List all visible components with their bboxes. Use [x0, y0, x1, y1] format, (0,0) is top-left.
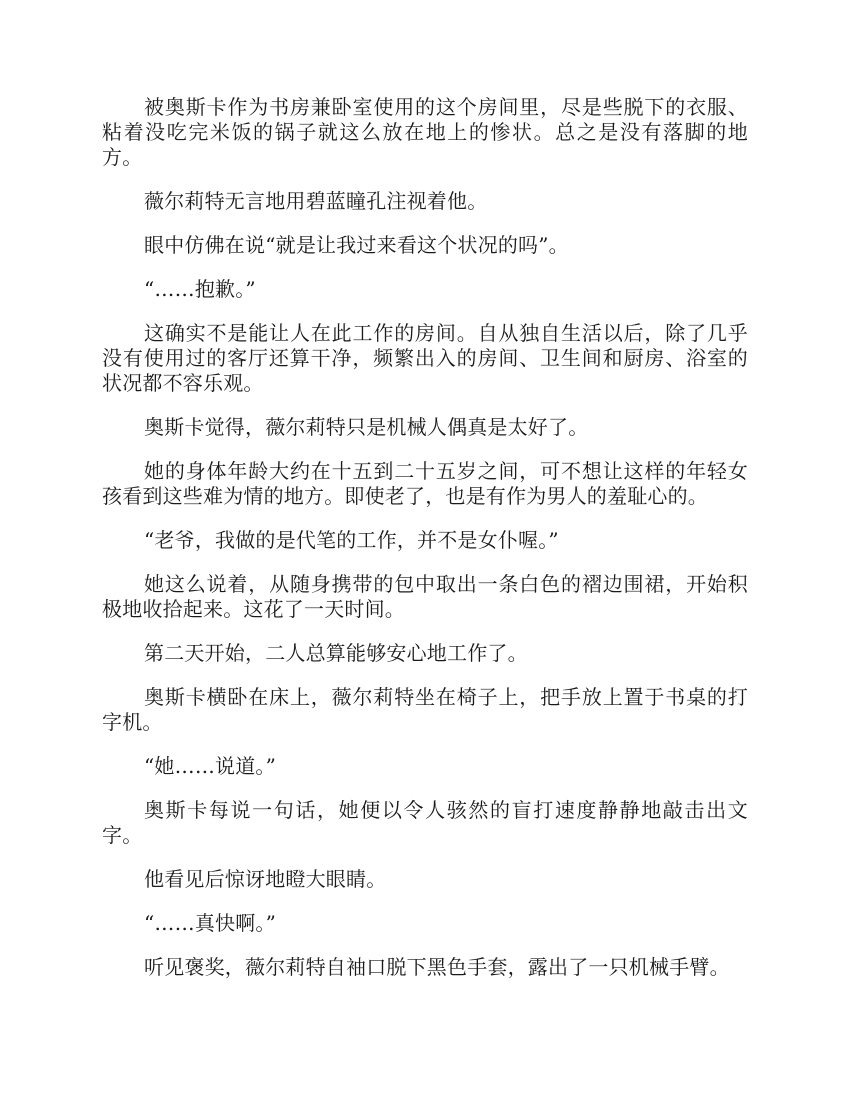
paragraph: 奥斯卡横卧在床上，薇尔莉特坐在椅子上，把手放上置于书桌的打字机。: [102, 685, 748, 734]
paragraph: “……抱歉。”: [144, 277, 256, 301]
paragraph: 眼中仿佛在说“就是让我过来看这个状况的吗”。: [144, 233, 569, 257]
paragraph: “……真快啊。”: [144, 911, 277, 935]
paragraph: 这确实不是能让人在此工作的房间。自从独自生活以后，除了几乎没有使用过的客厅还算干净，频繁出入的房间、卫生间和厨房、浴室的状况都不容乐观。: [102, 321, 748, 395]
paragraph: 被奥斯卡作为书房兼卧室使用的这个房间里，尽是些脱下的衣服、粘着没吃完米饭的锅子就这么放在地上的惨状。总之是没有落脚的地方。: [102, 95, 748, 169]
paragraph: 听见褒奖，薇尔莉特自袖口脱下黑色手套，露出了一只机械手臂。: [144, 955, 730, 979]
paragraph: 奥斯卡每说一句话，她便以令人骇然的盲打速度静静地敲击出文字。: [102, 798, 748, 847]
paragraph: 第二天开始，二人总算能够安心地工作了。: [144, 641, 528, 665]
body-text: [102, 95, 748, 999]
paragraph: “老爷，我做的是代笔的工作，并不是女仆喔。”: [144, 528, 559, 552]
paragraph: “她……说道。”: [144, 754, 277, 778]
paragraph: 她这么说着，从随身携带的包中取出一条白色的褶边围裙，开始积极地收拾起来。这花了一天时间。: [102, 572, 748, 621]
paragraph: 他看见后惊讶地瞪大眼睛。: [144, 867, 387, 891]
paragraph: 薇尔莉特无言地用碧蓝瞳孔注视着他。: [144, 189, 488, 213]
paragraph: 奥斯卡觉得，薇尔莉特只是机械人偶真是太好了。: [144, 415, 589, 439]
paragraph: 她的身体年龄大约在十五到二十五岁之间，可不想让这样的年轻女孩看到这些难为情的地方。即使老了，也是有作为男人的羞耻心的。: [102, 459, 748, 508]
